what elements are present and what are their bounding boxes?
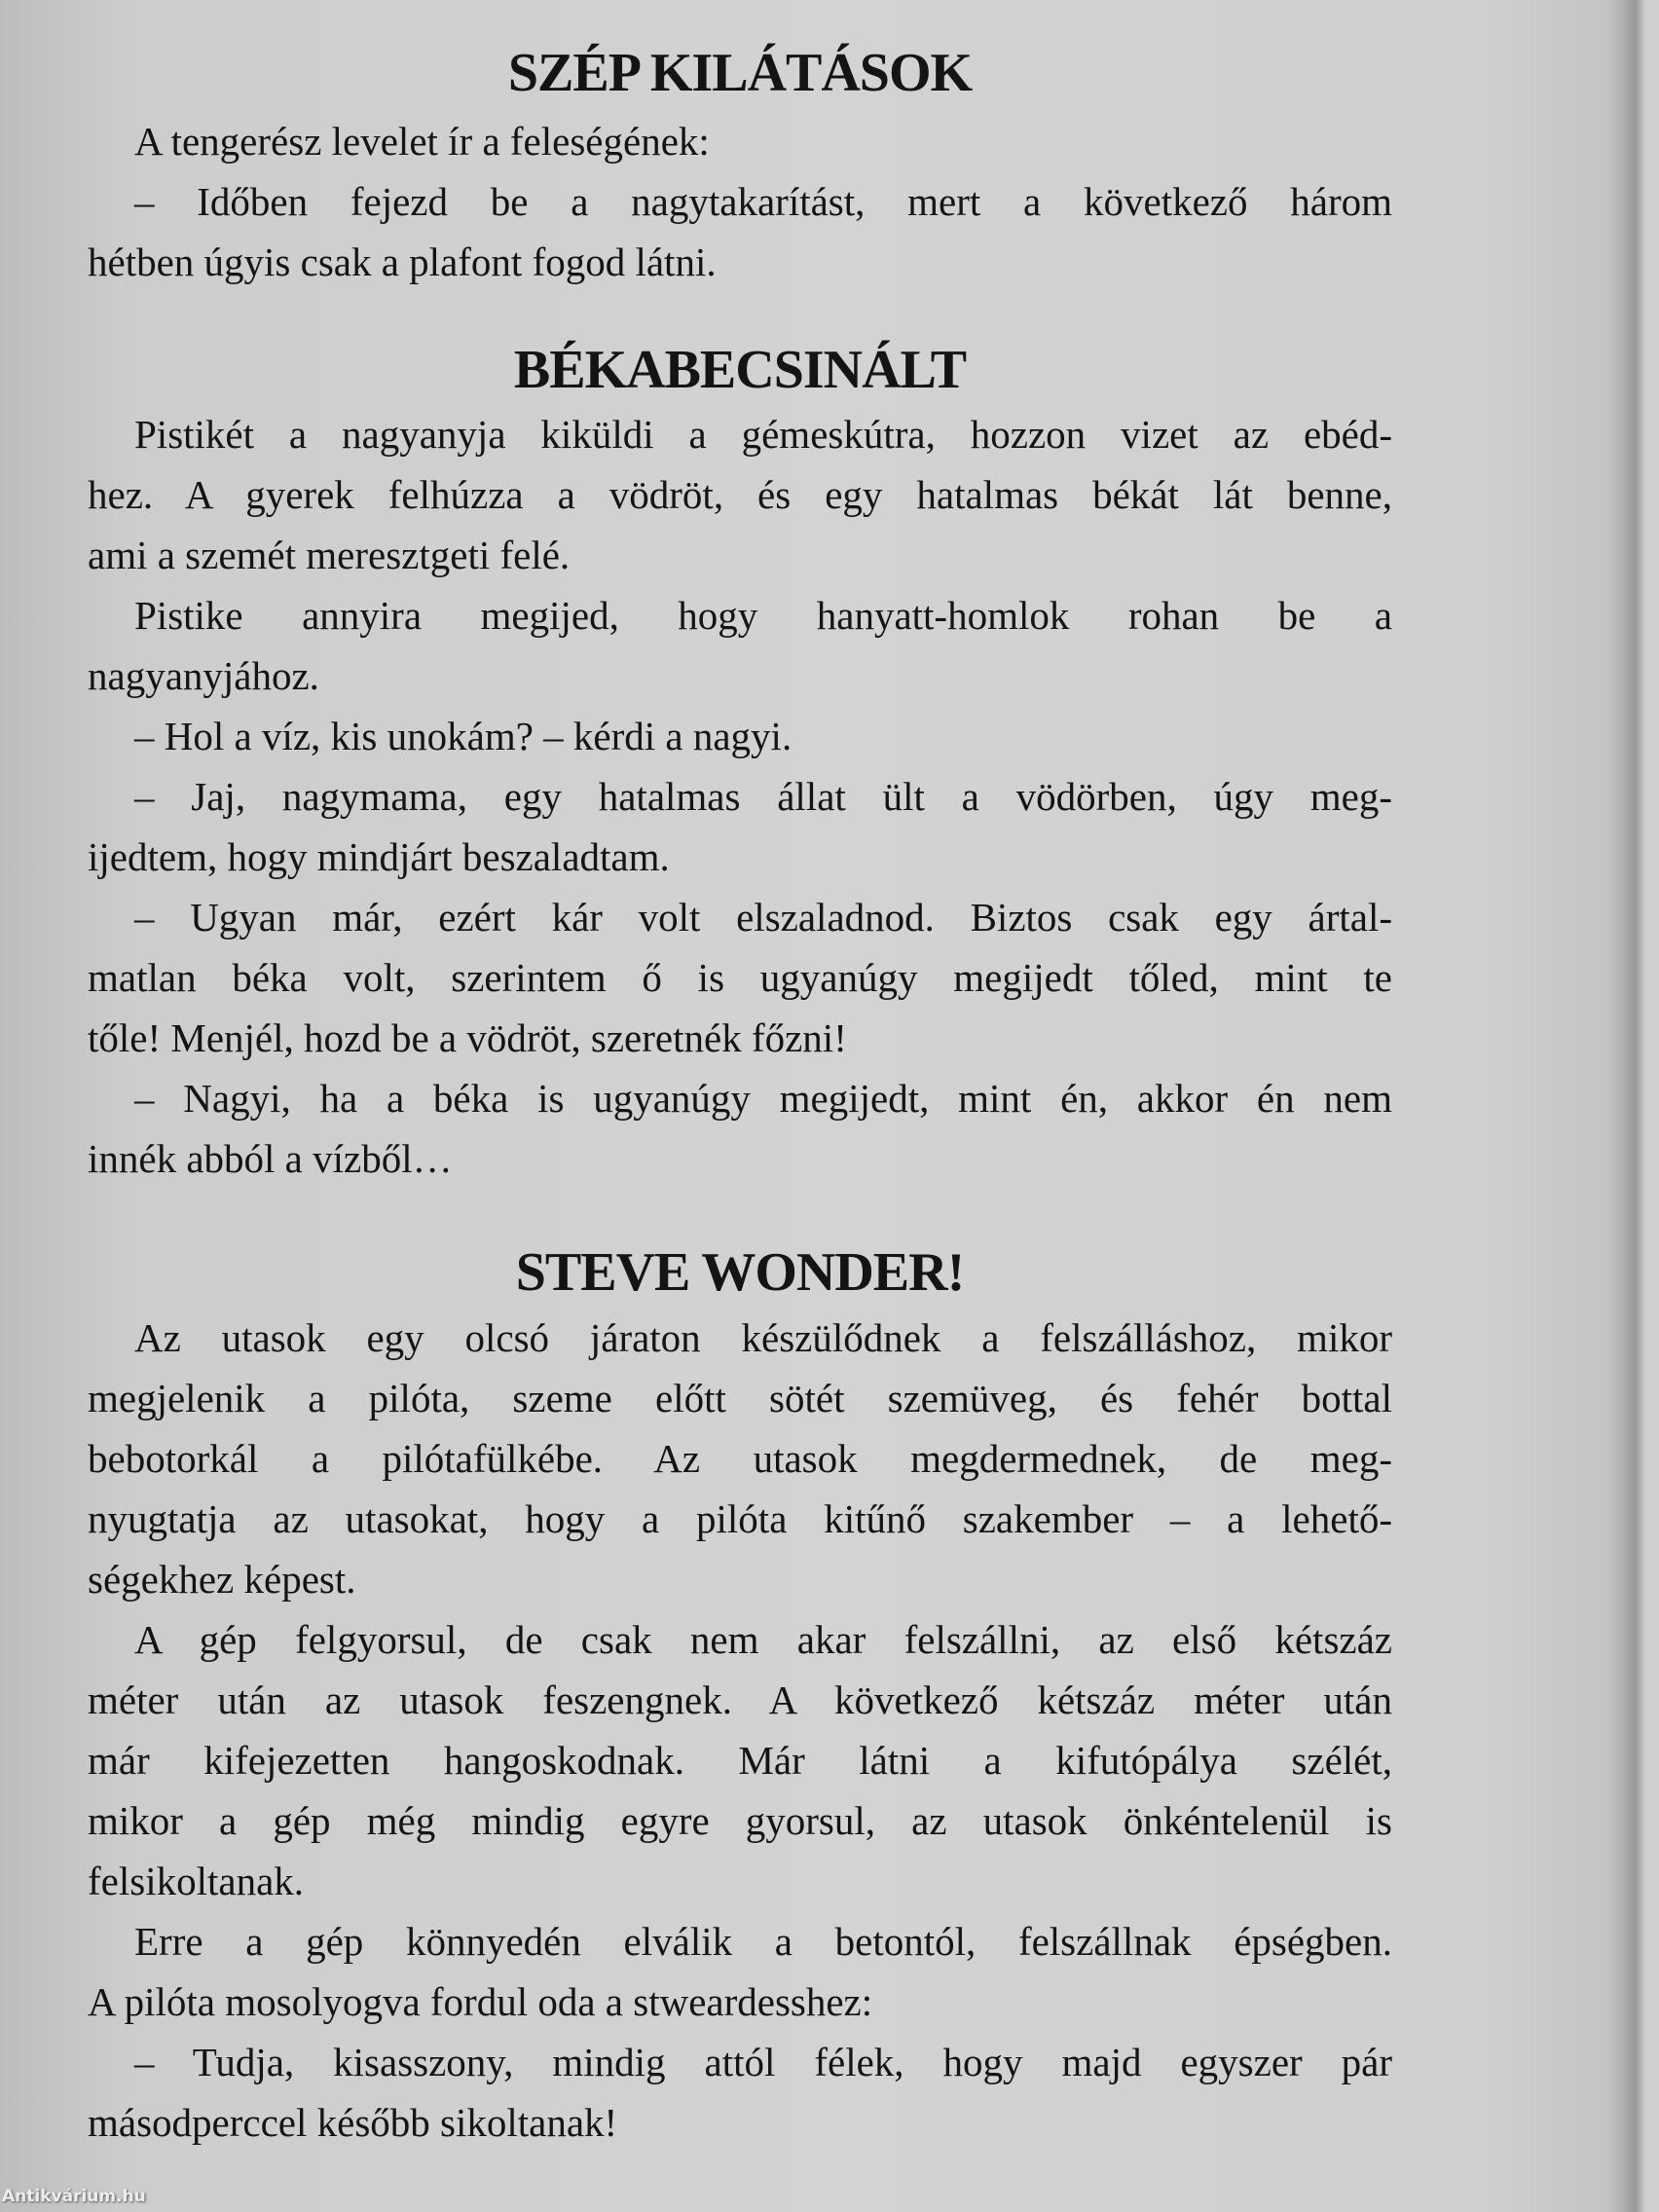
text-line: hez. A gyerek felhúzza a vödröt, és egy hatalmas békát lát benne,: [88, 472, 1392, 517]
paragraph: [88, 1308, 1392, 1609]
paragraph: [88, 887, 1392, 1068]
paragraph: [88, 171, 1392, 292]
text-line: mikor a gép még mindig egyre gyorsul, az utasok önkéntelenül is: [88, 1798, 1392, 1843]
paragraph: [88, 2032, 1392, 2153]
text-line: nagyanyjához.: [88, 653, 319, 698]
text-line: másodperccel később sikoltanak!: [88, 2100, 618, 2145]
text-line: innék abból a vízből…: [88, 1136, 453, 1181]
text-line: – Nagyi, ha a béka is ugyanúgy megijedt, mint én, akkor én nem: [134, 1076, 1392, 1121]
paragraph: [88, 404, 1392, 585]
text-line: méter után az utasok feszengnek. A következő kétszáz méter után: [88, 1677, 1392, 1722]
text-line: bebotorkál a pilótafülkébe. Az utasok megdermednek, de meg-: [88, 1436, 1392, 1481]
text-line: Pistike annyira megijed, hogy hanyatt-homlok rohan be a: [134, 593, 1392, 638]
section-body-szep-kilatasok: [88, 111, 1392, 292]
text-line: nyugtatja az utasokat, hogy a pilóta kitűnő szakember – a lehető-: [88, 1496, 1392, 1541]
paragraph: [88, 585, 1392, 706]
text-line: A gép felgyorsul, de csak nem akar felszállni, az első kétszáz: [134, 1617, 1392, 1662]
text-line: tőle! Menjél, hozd be a vödröt, szeretnék főzni!: [88, 1015, 847, 1060]
text-line: matlan béka volt, szerintem ő is ugyanúgy megijedt tőled, mint te: [88, 955, 1392, 1000]
text-line: – Ugyan már, ezért kár volt elszaladnod. Biztos csak egy ártal-: [134, 895, 1392, 940]
text-line: hétben úgyis csak a plafont fogod látni.: [88, 240, 717, 284]
text-line: – Időben fejezd be a nagytakarítást, mert a következő három: [134, 179, 1392, 224]
section-body-bekabecsinalt: [88, 404, 1392, 1189]
text-line: A tengerész levelet ír a feleségének:: [134, 119, 710, 164]
paragraph: [88, 1068, 1392, 1189]
text-line: felsikoltanak.: [88, 1859, 305, 1903]
paragraph: [88, 766, 1392, 887]
paragraph: [88, 1609, 1392, 1911]
text-line: Erre a gép könnyedén elválik a betontól, felszállnak épségben.: [134, 1919, 1392, 1964]
paragraph: [88, 706, 1392, 766]
text-line: már kifejezetten hangoskodnak. Már látni a kifutópálya szélét,: [88, 1738, 1392, 1783]
text-line: – Hol a víz, kis unokám? – kérdi a nagyi.: [134, 714, 793, 758]
paragraph: [88, 1911, 1392, 2032]
text-line: ijedtem, hogy mindjárt beszaladtam.: [88, 834, 670, 879]
text-line: – Tudja, kisasszony, mindig attól félek, hogy majd egyszer pár: [134, 2040, 1392, 2084]
text-line: – Jaj, nagymama, egy hatalmas állat ült a vödörben, úgy meg-: [134, 774, 1392, 819]
section-title-szep-kilatasok: SZÉP KILÁTÁSOK: [507, 43, 973, 103]
text-line: A pilóta mosolyogva fordul oda a stweardesshez:: [88, 1979, 873, 2024]
section-title-bekabecsinalt: BÉKABECSINÁLT: [513, 340, 967, 400]
section-title-steve-wonder: STEVE WONDER!: [515, 1242, 965, 1303]
watermark: Antikvárium.hu: [2, 2187, 146, 2206]
section-body-steve-wonder: [88, 1308, 1392, 2153]
text-line: ami a szemét meresztgeti felé.: [88, 533, 571, 577]
text-line: Pistikét a nagyanyja kiküldi a gémeskútra, hozzon vizet az ebéd-: [134, 412, 1392, 457]
paragraph: [88, 111, 1392, 171]
text-line: ségekhez képest.: [88, 1557, 356, 1602]
text-line: Az utasok egy olcsó járaton készülődnek a felszálláshoz, mikor: [134, 1315, 1392, 1360]
text-line: megjelenik a pilóta, szeme előtt sötét szemüveg, és fehér bottal: [88, 1376, 1392, 1420]
